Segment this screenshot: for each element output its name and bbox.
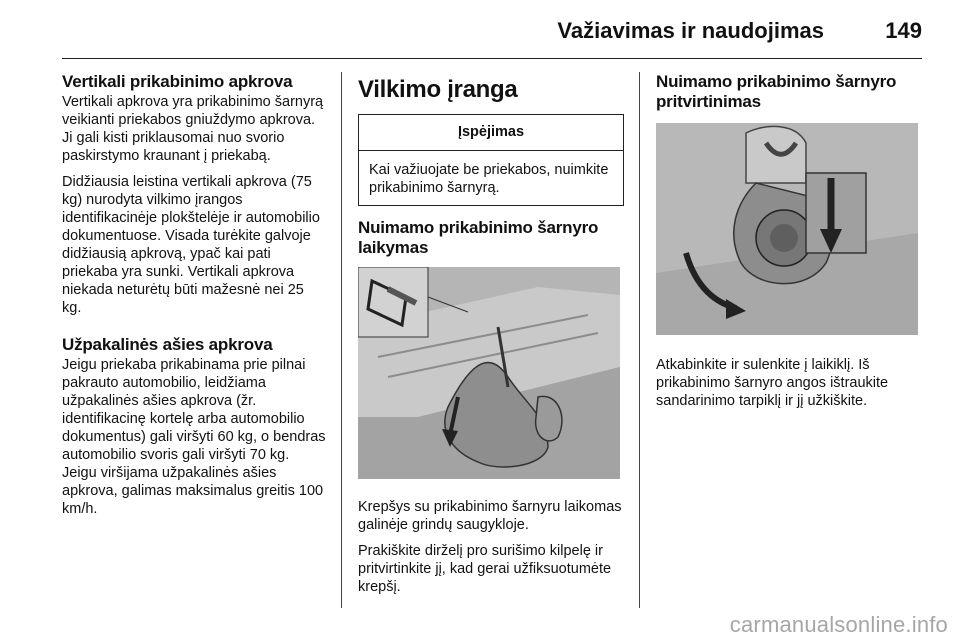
watermark-text: carmanualsonline.info [729,612,948,637]
mounting-caption: Atkabinkite ir sulenkite į laikiklį. Iš prikabinimo šarnyro angos ištraukite sandarinimo tarpiklį ir jį užkiškite. [656,357,889,409]
warning-text: Kai važiuojate be priekabos, nuimkite prikabinimo šarnyrą. [369,162,609,196]
warning-title: Įspėjimas [359,115,623,151]
towbar-mounting-illustration [656,123,918,335]
mounting-heading: Nuimamo prikabinimo šarnyro pritvirtinimas [656,72,897,111]
chapter-title: Važiavimas ir naudojimas [557,18,824,43]
header-divider [62,58,922,59]
towing-equipment-title: Vilkimo įranga [358,76,518,103]
storage-caption-1: Krepšys su prikabinimo šarnyru laikomas galinėje grindų saugykloje. [358,499,622,533]
vertical-load-paragraph-2: Didžiausia leistina vertikali apkrova (75 kg) nurodyta vilkimo įrangos identifikacinėje plokštelėje ir automobilio dokumentuose. Visada turėkite galvoje didžiausią apkrovą, ypač kai pati priekaba yra sunki. Vertikali apkrova niekada neturėtų būti mažesnė nei 25 kg. [62,174,320,316]
towbar-storage-illustration [358,267,620,479]
storage-heading: Nuimamo prikabinimo šarnyro laikymas [358,218,599,257]
page-header [62,14,922,54]
warning-box [358,114,624,206]
storage-caption-2: Prakiškite dirželį pro surišimo kilpelę ir pritvirtinkite jį, kad gerai užfiksuotumėte krepšį. [358,543,612,595]
column-divider-1 [341,72,342,608]
page-number: 149 [885,18,922,43]
vertical-load-heading: Vertikali prikabinimo apkrova [62,72,293,91]
column-1 [62,72,326,526]
rear-axle-load-heading: Užpakalinės ašies apkrova [62,335,273,354]
column-2 [358,72,624,604]
column-3 [656,72,922,418]
rear-axle-load-paragraph: Jeigu priekaba prikabinama prie pilnai pakrauto automobilio, leidžiama užpakalinės ašies apkrova (žr. identifikacinę kortelę arba automobilio dokumentus) gali viršyti 60 kg, o bendras automobilio svoris gali viršyti 70 kg. Jeigu viršijama užpakalinės ašies apkrova, galimas maksimalus greitis 100 km/h. [62,357,326,517]
column-divider-2 [639,72,640,608]
vertical-load-paragraph-1: Vertikali apkrova yra prikabinimo šarnyrą veikianti priekabos gniuždymo apkrova. Ji gali kisti priklausomai nuo svorio paskirstymo kraunant į priekabą. [62,94,324,164]
